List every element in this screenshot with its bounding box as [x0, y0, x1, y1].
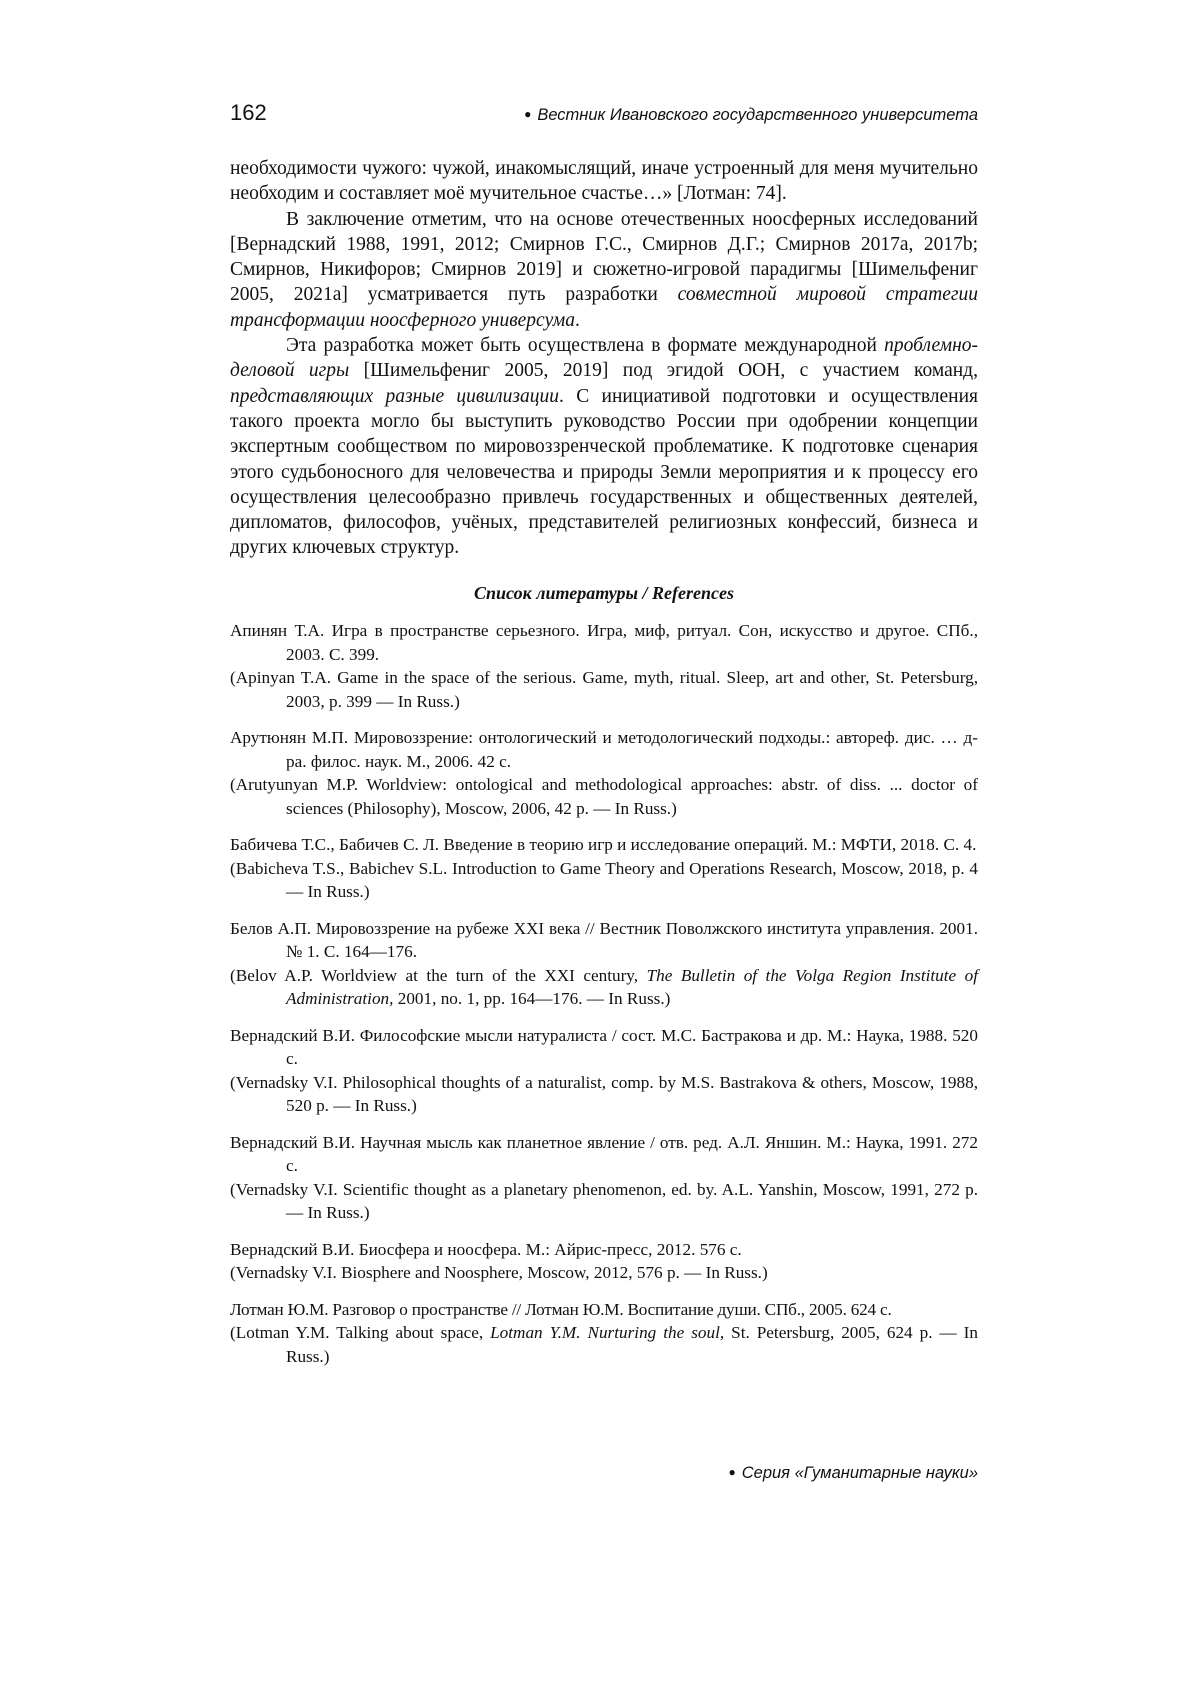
- reference-ru: Апинян Т.А. Игра в пространстве серьезного. Игра, миф, ритуал. Сон, искусство и другое. СПб., 2003. С. 399.: [230, 621, 978, 664]
- paragraph-1: необходимости чужого: чужой, инакомыслящий, иначе устроенный для меня мучительно необходим и составляет моё мучительное счастье…» [Лотман: 74].: [230, 158, 978, 205]
- reference-entry: [230, 1024, 978, 1118]
- reference-en: (Arutyunyan M.P. Worldview: ontological and methodological approaches: abstr. of diss. ... doctor of sciences (Philosophy), Moscow, 2006, 42 p. — In Russ.): [230, 775, 978, 818]
- reference-ru: Белов А.П. Мировоззрение на рубеже XXI века // Вестник Поволжского института управления. 2001. № 1. С. 164—176.: [230, 918, 978, 961]
- reference-ru: Бабичева Т.С., Бабичев С. Л. Введение в теорию игр и исследование операций. М.: МФТИ, 2018. С. 4.: [230, 835, 977, 854]
- bullet-icon: ●: [524, 107, 532, 121]
- reference-en: (Vernadsky V.I. Biosphere and Noosphere, Moscow, 2012, 576 p. — In Russ.): [230, 1263, 768, 1282]
- reference-ru: Вернадский В.И. Биосфера и ноосфера. М.: Айрис-пресс, 2012. 576 с.: [230, 1239, 742, 1259]
- series-title: Серия «Гуманитарные науки»: [741, 1464, 978, 1482]
- body-text: [230, 156, 978, 561]
- paragraph-2-end: .: [574, 309, 580, 331]
- paragraph-3-text-b: [Шимельфениг 2005, 2019] под эгидой ООН, с участием команд,: [349, 360, 978, 382]
- paragraph-3-text-c: . С инициативой подготовки и осуществления такого проекта могло бы выступить руководство России при одобрении концепции экспертным сообществом по мировоззренческой проблематике. К подготовке сценария этого судьбоносного для человечества и природы Земли мероприятия и к процессу его осуществления целесообразно привлечь государственных и общественных деятелей, дипломатов, философов, учёных, представителей религиозных конфессий, бизнеса и других ключевых структур.: [230, 385, 979, 559]
- reference-en: (Babicheva T.S., Babichev S.L. Introduction to Game Theory and Operations Research, Moscow, 2018, p. 4 — In Russ.): [230, 858, 978, 901]
- paragraph-2: [230, 207, 978, 333]
- reference-ru: Вернадский В.И. Философские мысли натуралиста / сост. М.С. Бастракова и др. М.: Наука, 1988. 520 с.: [230, 1025, 978, 1068]
- journal-title: [524, 106, 978, 125]
- reference-entry: [230, 1131, 978, 1225]
- reference-entry: [230, 619, 978, 713]
- reference-en: [230, 964, 978, 1011]
- reference-en-text-a: (Lotman Y.M. Talking about space,: [230, 1323, 491, 1342]
- reference-ru: Вернадский В.И. Научная мысль как планетное явление / отв. ред. А.Л. Яншин. М.: Наука, 1991. 272 с.: [230, 1132, 978, 1175]
- paragraph-3-emphasis-2: представляющих разные цивилизации: [230, 385, 560, 407]
- references-list: [230, 619, 978, 1381]
- reference-entry: [230, 1238, 978, 1285]
- bullet-icon: ●: [728, 1465, 736, 1479]
- paragraph-3: [230, 333, 978, 561]
- running-footer: [728, 1464, 978, 1483]
- reference-entry: [230, 1298, 978, 1369]
- paragraph-2-text: В заключение отметим, что на основе отечественных ноосферных исследований [Вернадский 1988, 1991, 2012; Смирнов Г.С., Смирнов Д.Г.; Смирнов 2017a, 2017b; Смирнов, Никифоров; Смирнов 2019] и сюжетно-игровой парадигмы [Шимельфениг 2005, 2021a] усматривается путь разработки: [230, 208, 978, 306]
- reference-en-text-a: (Belov A.P. Worldview at the turn of the XXI century,: [230, 965, 647, 985]
- reference-en-book: Lotman Y.M. Nurturing the soul,: [490, 1323, 725, 1342]
- paragraph-2-emphasis: совместной мировой стратегии трансформации ноосферного универсума: [230, 284, 979, 331]
- reference-en: (Apinyan T.A. Game in the space of the serious. Game, myth, ritual. Sleep, art and other, St. Petersburg, 2003, p. 399 — In Russ.): [230, 668, 978, 711]
- paragraph-3-text-a: Эта разработка может быть осуществлена в формате международной: [286, 335, 885, 357]
- running-header: [230, 100, 978, 126]
- reference-entry: [230, 917, 978, 1011]
- reference-en-journal: The Bulletin of the Volga Region Institute of Administration,: [286, 965, 978, 1008]
- reference-en: (Vernadsky V.I. Scientific thought as a planetary phenomenon, ed. by. A.L. Yanshin, Moscow, 1991, 272 p. — In Russ.): [230, 1179, 978, 1222]
- reference-en: (Vernadsky V.I. Philosophical thoughts of a naturalist, comp. by M.S. Bastrakova & others, Moscow, 1988, 520 p. — In Russ.): [230, 1072, 978, 1115]
- reference-ru: Лотман Ю.М. Разговор о пространстве // Лотман Ю.М. Воспитание души. СПб., 2005. 624 с.: [230, 1299, 892, 1319]
- page-number: 162: [230, 100, 267, 125]
- reference-entry: [230, 833, 978, 904]
- journal-name: Вестник Ивановского государственного университета: [537, 106, 978, 124]
- reference-ru: Арутюнян М.П. Мировоззрение: онтологический и методологический подходы.: автореф. дис. … д-ра. филос. наук. М., 2006. 42 с.: [230, 728, 978, 771]
- reference-en: [230, 1321, 978, 1368]
- reference-en-text-b: St. Petersburg, 2005, 624 p. — In Russ.): [286, 1323, 978, 1366]
- references-heading: Список литературы / References: [474, 583, 734, 603]
- paragraph-3-emphasis-1: проблемно-деловой игры: [230, 335, 978, 382]
- reference-entry: [230, 726, 978, 820]
- reference-en-text-b: 2001, no. 1, pp. 164—176. — In Russ.): [393, 989, 671, 1008]
